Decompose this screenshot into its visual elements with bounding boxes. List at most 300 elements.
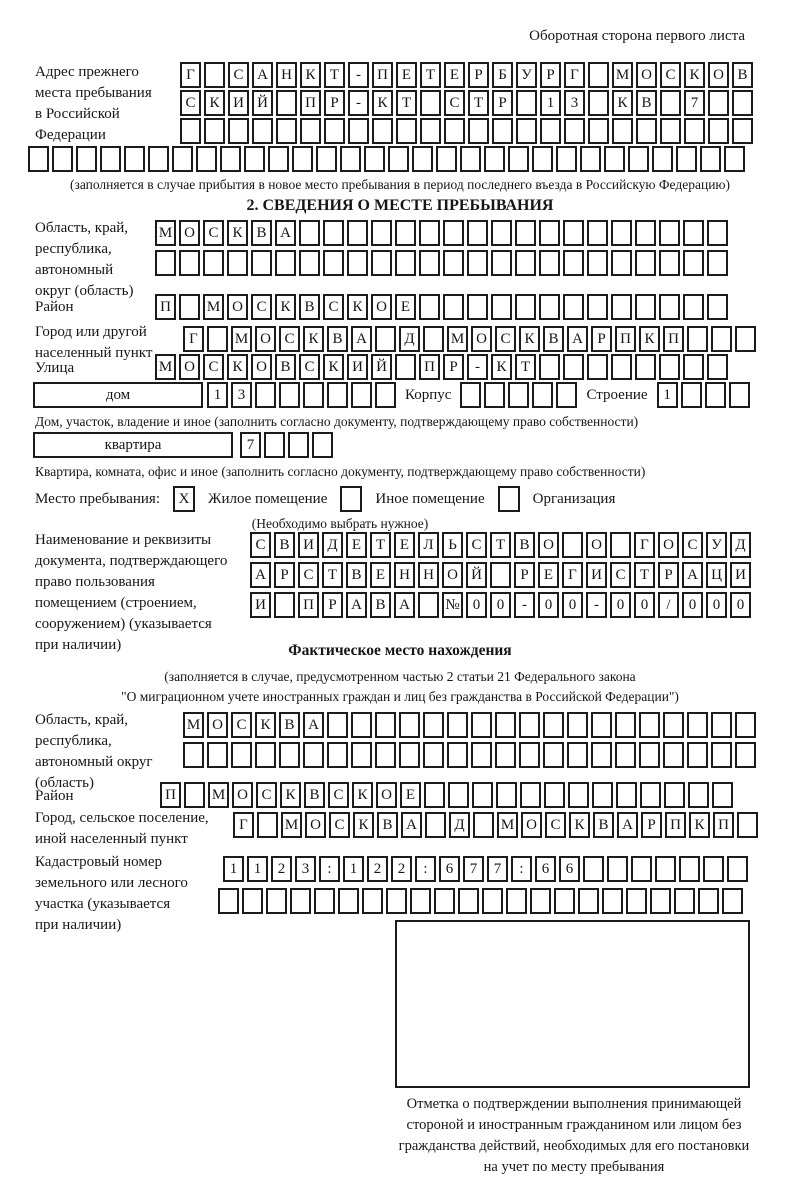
char-cell[interactable]	[491, 220, 512, 246]
char-cell[interactable]: О	[586, 532, 607, 558]
char-cell[interactable]	[539, 220, 560, 246]
char-cell[interactable]	[516, 118, 537, 144]
char-cell[interactable]	[228, 118, 249, 144]
char-cell[interactable]	[196, 146, 217, 172]
char-cell[interactable]: И	[730, 562, 751, 588]
char-cell[interactable]: И	[250, 592, 271, 618]
char-cell[interactable]: С	[203, 354, 224, 380]
char-cell[interactable]: К	[300, 62, 321, 88]
char-cell[interactable]: О	[471, 326, 492, 352]
char-cell[interactable]	[364, 146, 385, 172]
char-cell[interactable]: А	[351, 326, 372, 352]
char-cell[interactable]	[659, 294, 680, 320]
char-cell[interactable]: Б	[492, 62, 513, 88]
char-cell[interactable]	[580, 146, 601, 172]
char-cell[interactable]: 0	[610, 592, 631, 618]
char-cell[interactable]: Т	[396, 90, 417, 116]
char-cell[interactable]: С	[682, 532, 703, 558]
char-cell[interactable]: В	[514, 532, 535, 558]
char-cell[interactable]: П	[615, 326, 636, 352]
char-cell[interactable]	[660, 90, 681, 116]
char-cell[interactable]	[639, 742, 660, 768]
char-cell[interactable]	[124, 146, 145, 172]
char-cell[interactable]: Е	[444, 62, 465, 88]
char-cell[interactable]: М	[497, 812, 518, 838]
char-cell[interactable]: О	[376, 782, 397, 808]
char-cell[interactable]: О	[636, 62, 657, 88]
char-cell[interactable]	[544, 782, 565, 808]
char-cell[interactable]	[299, 220, 320, 246]
char-cell[interactable]: С	[328, 782, 349, 808]
char-cell[interactable]	[324, 118, 345, 144]
char-cell[interactable]	[495, 742, 516, 768]
char-cell[interactable]: О	[371, 294, 392, 320]
char-cell[interactable]	[556, 382, 577, 408]
char-cell[interactable]: Г	[233, 812, 254, 838]
char-cell[interactable]: 3	[564, 90, 585, 116]
char-cell[interactable]: Д	[399, 326, 420, 352]
char-cell[interactable]: О	[179, 354, 200, 380]
char-cell[interactable]	[420, 90, 441, 116]
char-cell[interactable]: М	[203, 294, 224, 320]
char-cell[interactable]	[707, 220, 728, 246]
char-cell[interactable]	[491, 294, 512, 320]
char-cell[interactable]: Т	[468, 90, 489, 116]
char-cell[interactable]	[735, 712, 756, 738]
char-cell[interactable]	[448, 782, 469, 808]
char-cell[interactable]: К	[612, 90, 633, 116]
char-cell[interactable]: А	[250, 562, 271, 588]
char-cell[interactable]: Й	[466, 562, 487, 588]
char-cell[interactable]: Н	[394, 562, 415, 588]
char-cell[interactable]: Г	[180, 62, 201, 88]
char-cell[interactable]	[482, 888, 503, 914]
char-cell[interactable]	[172, 146, 193, 172]
char-cell[interactable]	[362, 888, 383, 914]
char-cell[interactable]	[711, 326, 732, 352]
char-cell[interactable]: С	[660, 62, 681, 88]
char-cell[interactable]: Г	[634, 532, 655, 558]
char-cell[interactable]: 1	[540, 90, 561, 116]
char-cell[interactable]: П	[665, 812, 686, 838]
char-cell[interactable]	[562, 532, 583, 558]
char-cell[interactable]: К	[323, 354, 344, 380]
char-cell[interactable]	[543, 742, 564, 768]
char-cell[interactable]: В	[732, 62, 753, 88]
char-cell[interactable]	[351, 742, 372, 768]
char-cell[interactable]: К	[303, 326, 324, 352]
char-cell[interactable]	[179, 250, 200, 276]
char-cell[interactable]	[395, 250, 416, 276]
char-cell[interactable]: А	[401, 812, 422, 838]
char-cell[interactable]	[399, 742, 420, 768]
char-cell[interactable]: Р	[468, 62, 489, 88]
char-cell[interactable]	[611, 250, 632, 276]
char-cell[interactable]	[300, 118, 321, 144]
char-cell[interactable]: М	[612, 62, 633, 88]
char-cell[interactable]	[519, 712, 540, 738]
char-cell[interactable]: :	[415, 856, 436, 882]
char-cell[interactable]: 0	[490, 592, 511, 618]
char-cell[interactable]: №	[442, 592, 463, 618]
char-cell[interactable]: В	[275, 354, 296, 380]
char-cell[interactable]: М	[447, 326, 468, 352]
char-cell[interactable]	[639, 712, 660, 738]
char-cell[interactable]	[539, 294, 560, 320]
char-cell[interactable]	[347, 250, 368, 276]
char-cell[interactable]: Д	[449, 812, 470, 838]
char-cell[interactable]	[711, 712, 732, 738]
char-cell[interactable]	[612, 118, 633, 144]
char-cell[interactable]	[626, 888, 647, 914]
char-cell[interactable]	[274, 592, 295, 618]
char-cell[interactable]: М	[155, 220, 176, 246]
char-cell[interactable]	[410, 888, 431, 914]
char-cell[interactable]: П	[300, 90, 321, 116]
char-cell[interactable]: :	[319, 856, 340, 882]
char-cell[interactable]	[635, 250, 656, 276]
char-cell[interactable]: 0	[562, 592, 583, 618]
char-cell[interactable]	[375, 326, 396, 352]
char-cell[interactable]	[292, 146, 313, 172]
char-cell[interactable]: С	[495, 326, 516, 352]
char-cell[interactable]: С	[180, 90, 201, 116]
char-cell[interactable]	[563, 294, 584, 320]
char-cell[interactable]	[519, 742, 540, 768]
char-cell[interactable]: 2	[271, 856, 292, 882]
char-cell[interactable]	[473, 812, 494, 838]
char-cell[interactable]: П	[155, 294, 176, 320]
char-cell[interactable]	[663, 712, 684, 738]
char-cell[interactable]: 6	[439, 856, 460, 882]
char-cell[interactable]: К	[227, 354, 248, 380]
char-cell[interactable]	[615, 712, 636, 738]
char-cell[interactable]: С	[466, 532, 487, 558]
char-cell[interactable]	[496, 782, 517, 808]
char-cell[interactable]	[676, 146, 697, 172]
char-cell[interactable]: 0	[730, 592, 751, 618]
char-cell[interactable]	[707, 354, 728, 380]
char-cell[interactable]: О	[255, 326, 276, 352]
char-cell[interactable]	[423, 742, 444, 768]
char-cell[interactable]: Т	[420, 62, 441, 88]
char-cell[interactable]	[290, 888, 311, 914]
char-cell[interactable]	[508, 382, 529, 408]
char-cell[interactable]	[588, 62, 609, 88]
char-cell[interactable]: Т	[370, 532, 391, 558]
char-cell[interactable]	[591, 742, 612, 768]
char-cell[interactable]	[347, 220, 368, 246]
char-cell[interactable]	[420, 118, 441, 144]
char-cell[interactable]	[371, 220, 392, 246]
char-cell[interactable]	[276, 118, 297, 144]
char-cell[interactable]: П	[713, 812, 734, 838]
char-cell[interactable]: П	[663, 326, 684, 352]
char-cell[interactable]	[351, 382, 372, 408]
char-cell[interactable]: Л	[418, 532, 439, 558]
char-cell[interactable]: К	[352, 782, 373, 808]
char-cell[interactable]	[735, 326, 756, 352]
char-cell[interactable]	[664, 782, 685, 808]
char-cell[interactable]: 2	[367, 856, 388, 882]
char-cell[interactable]	[418, 592, 439, 618]
char-cell[interactable]: С	[545, 812, 566, 838]
char-cell[interactable]: -	[467, 354, 488, 380]
char-cell[interactable]	[327, 712, 348, 738]
char-cell[interactable]	[554, 888, 575, 914]
char-cell[interactable]: 6	[559, 856, 580, 882]
char-cell[interactable]: 0	[538, 592, 559, 618]
char-cell[interactable]: К	[372, 90, 393, 116]
char-cell[interactable]: О	[227, 294, 248, 320]
char-cell[interactable]	[722, 888, 743, 914]
char-cell[interactable]: Е	[395, 294, 416, 320]
char-cell[interactable]	[275, 250, 296, 276]
char-cell[interactable]	[251, 250, 272, 276]
char-cell[interactable]	[395, 354, 416, 380]
char-cell[interactable]	[687, 712, 708, 738]
char-cell[interactable]	[351, 712, 372, 738]
char-cell[interactable]	[516, 90, 537, 116]
char-cell[interactable]	[564, 118, 585, 144]
char-cell[interactable]	[495, 712, 516, 738]
char-cell[interactable]	[703, 856, 724, 882]
char-cell[interactable]: 3	[295, 856, 316, 882]
char-cell[interactable]	[348, 118, 369, 144]
char-cell[interactable]	[588, 118, 609, 144]
char-cell[interactable]	[316, 146, 337, 172]
char-cell[interactable]	[635, 294, 656, 320]
char-cell[interactable]	[587, 220, 608, 246]
char-cell[interactable]	[604, 146, 625, 172]
char-cell[interactable]: Е	[346, 532, 367, 558]
char-cell[interactable]	[386, 888, 407, 914]
char-cell[interactable]	[698, 888, 719, 914]
char-cell[interactable]	[635, 354, 656, 380]
char-cell[interactable]	[419, 294, 440, 320]
char-cell[interactable]: О	[708, 62, 729, 88]
char-cell[interactable]	[539, 354, 560, 380]
char-cell[interactable]	[611, 220, 632, 246]
char-cell[interactable]: О	[538, 532, 559, 558]
char-cell[interactable]	[155, 250, 176, 276]
char-cell[interactable]: С	[329, 812, 350, 838]
char-cell[interactable]	[375, 742, 396, 768]
char-cell[interactable]	[434, 888, 455, 914]
char-cell[interactable]	[266, 888, 287, 914]
char-cell[interactable]	[515, 220, 536, 246]
char-cell[interactable]	[635, 220, 656, 246]
char-cell[interactable]	[563, 220, 584, 246]
char-cell[interactable]: П	[160, 782, 181, 808]
char-cell[interactable]	[616, 782, 637, 808]
char-cell[interactable]: С	[231, 712, 252, 738]
char-cell[interactable]: 0	[682, 592, 703, 618]
char-cell[interactable]	[700, 146, 721, 172]
char-cell[interactable]	[711, 742, 732, 768]
char-cell[interactable]: Г	[183, 326, 204, 352]
char-cell[interactable]: С	[323, 294, 344, 320]
char-cell[interactable]: 2	[391, 856, 412, 882]
char-cell[interactable]	[683, 220, 704, 246]
char-cell[interactable]: В	[377, 812, 398, 838]
char-cell[interactable]: Е	[396, 62, 417, 88]
char-cell[interactable]	[484, 146, 505, 172]
stay-type-checkbox-organization[interactable]	[498, 486, 520, 512]
char-cell[interactable]	[52, 146, 73, 172]
char-cell[interactable]: К	[227, 220, 248, 246]
char-cell[interactable]	[583, 856, 604, 882]
char-cell[interactable]	[148, 146, 169, 172]
char-cell[interactable]	[314, 888, 335, 914]
char-cell[interactable]	[268, 146, 289, 172]
char-cell[interactable]	[705, 382, 726, 408]
char-cell[interactable]: С	[251, 294, 272, 320]
char-cell[interactable]	[712, 782, 733, 808]
char-cell[interactable]: Т	[515, 354, 536, 380]
char-cell[interactable]	[683, 294, 704, 320]
char-cell[interactable]	[732, 118, 753, 144]
char-cell[interactable]: 0	[634, 592, 655, 618]
char-cell[interactable]	[425, 812, 446, 838]
char-cell[interactable]	[100, 146, 121, 172]
char-cell[interactable]: 0	[706, 592, 727, 618]
char-cell[interactable]	[708, 118, 729, 144]
char-cell[interactable]: И	[586, 562, 607, 588]
char-cell[interactable]: Р	[514, 562, 535, 588]
char-cell[interactable]: 3	[231, 382, 252, 408]
char-cell[interactable]	[683, 250, 704, 276]
char-cell[interactable]: 7	[463, 856, 484, 882]
char-cell[interactable]	[674, 888, 695, 914]
char-cell[interactable]	[460, 146, 481, 172]
char-cell[interactable]	[204, 62, 225, 88]
char-cell[interactable]	[530, 888, 551, 914]
char-cell[interactable]	[650, 888, 671, 914]
char-cell[interactable]	[683, 354, 704, 380]
char-cell[interactable]	[299, 250, 320, 276]
char-cell[interactable]: Г	[564, 62, 585, 88]
char-cell[interactable]	[472, 782, 493, 808]
char-cell[interactable]: Т	[490, 532, 511, 558]
char-cell[interactable]: С	[298, 562, 319, 588]
char-cell[interactable]	[180, 118, 201, 144]
char-cell[interactable]	[636, 118, 657, 144]
char-cell[interactable]	[204, 118, 225, 144]
char-cell[interactable]	[264, 432, 285, 458]
char-cell[interactable]	[492, 118, 513, 144]
char-cell[interactable]	[681, 382, 702, 408]
char-cell[interactable]	[563, 250, 584, 276]
char-cell[interactable]	[244, 146, 265, 172]
char-cell[interactable]	[458, 888, 479, 914]
char-cell[interactable]: 1	[223, 856, 244, 882]
char-cell[interactable]: У	[706, 532, 727, 558]
char-cell[interactable]: Р	[540, 62, 561, 88]
char-cell[interactable]: С	[299, 354, 320, 380]
char-cell[interactable]: Н	[276, 62, 297, 88]
char-cell[interactable]	[207, 742, 228, 768]
char-cell[interactable]: 1	[343, 856, 364, 882]
char-cell[interactable]: М	[231, 326, 252, 352]
char-cell[interactable]	[578, 888, 599, 914]
char-cell[interactable]	[468, 118, 489, 144]
char-cell[interactable]: 1	[247, 856, 268, 882]
char-cell[interactable]: Д	[322, 532, 343, 558]
char-cell[interactable]	[532, 146, 553, 172]
char-cell[interactable]	[323, 250, 344, 276]
char-cell[interactable]	[631, 856, 652, 882]
char-cell[interactable]	[567, 742, 588, 768]
char-cell[interactable]: К	[204, 90, 225, 116]
char-cell[interactable]	[276, 90, 297, 116]
char-cell[interactable]: О	[207, 712, 228, 738]
char-cell[interactable]	[592, 782, 613, 808]
char-cell[interactable]	[471, 712, 492, 738]
char-cell[interactable]	[220, 146, 241, 172]
char-cell[interactable]: Е	[394, 532, 415, 558]
char-cell[interactable]: К	[353, 812, 374, 838]
char-cell[interactable]	[443, 220, 464, 246]
char-cell[interactable]: 0	[466, 592, 487, 618]
char-cell[interactable]: И	[347, 354, 368, 380]
char-cell[interactable]: Р	[322, 592, 343, 618]
char-cell[interactable]: 7	[240, 432, 261, 458]
char-cell[interactable]	[679, 856, 700, 882]
char-cell[interactable]	[255, 382, 276, 408]
char-cell[interactable]	[724, 146, 745, 172]
char-cell[interactable]	[288, 432, 309, 458]
char-cell[interactable]: С	[256, 782, 277, 808]
char-cell[interactable]: С	[228, 62, 249, 88]
char-cell[interactable]	[76, 146, 97, 172]
char-cell[interactable]	[659, 354, 680, 380]
char-cell[interactable]: А	[682, 562, 703, 588]
char-cell[interactable]	[611, 354, 632, 380]
char-cell[interactable]	[460, 382, 481, 408]
char-cell[interactable]	[539, 250, 560, 276]
char-cell[interactable]: К	[491, 354, 512, 380]
char-cell[interactable]: К	[347, 294, 368, 320]
char-cell[interactable]	[419, 250, 440, 276]
char-cell[interactable]	[471, 742, 492, 768]
char-cell[interactable]	[543, 712, 564, 738]
char-cell[interactable]	[687, 326, 708, 352]
char-cell[interactable]: Т	[324, 62, 345, 88]
char-cell[interactable]: А	[275, 220, 296, 246]
char-cell[interactable]: М	[281, 812, 302, 838]
char-cell[interactable]	[467, 220, 488, 246]
char-cell[interactable]: В	[274, 532, 295, 558]
char-cell[interactable]	[323, 220, 344, 246]
char-cell[interactable]	[587, 294, 608, 320]
char-cell[interactable]	[659, 250, 680, 276]
char-cell[interactable]	[607, 856, 628, 882]
char-cell[interactable]: В	[327, 326, 348, 352]
char-cell[interactable]	[372, 118, 393, 144]
char-cell[interactable]: В	[251, 220, 272, 246]
char-cell[interactable]: А	[567, 326, 588, 352]
char-cell[interactable]: Р	[324, 90, 345, 116]
char-cell[interactable]	[28, 146, 49, 172]
char-cell[interactable]: В	[543, 326, 564, 352]
char-cell[interactable]: Е	[400, 782, 421, 808]
char-cell[interactable]	[436, 146, 457, 172]
char-cell[interactable]: С	[250, 532, 271, 558]
char-cell[interactable]: В	[346, 562, 367, 588]
char-cell[interactable]: Й	[252, 90, 273, 116]
char-cell[interactable]	[655, 856, 676, 882]
